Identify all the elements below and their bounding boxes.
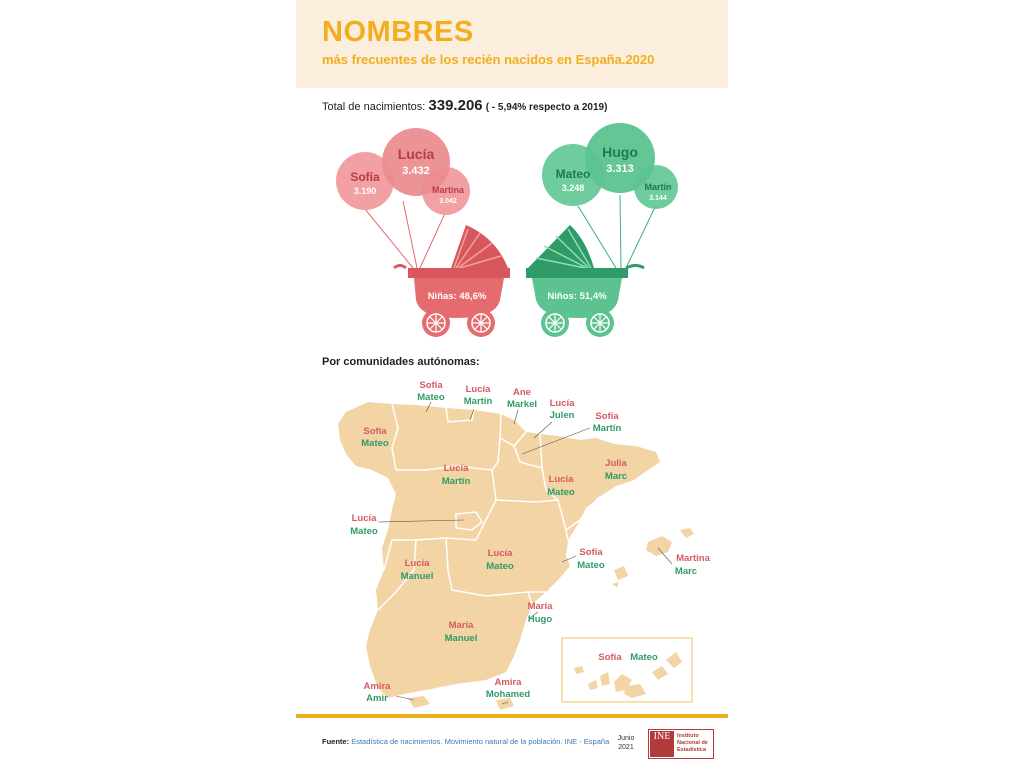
cantabria-girl: Lucía [465,384,491,395]
girls-group [336,128,510,337]
paisvasco-boy: Markel [506,399,538,410]
girls-pram-handle [394,266,406,269]
castillaleon-girl: Lucía [443,463,469,474]
balloon-lucia-name: Lucía [397,146,435,162]
girls-share-label: Niñas: 48,6% [427,291,487,302]
boys-pram-wheel-left [541,309,569,337]
baleares-boy: Marc [674,566,698,577]
ine-logo-mark: INE [650,731,674,757]
girls-pram-rim [408,268,510,278]
ine-logo-text [677,733,708,754]
total-births-value: 339.206 [428,97,483,114]
baleares-girl: Martina [676,553,710,564]
balloon-martina-count: 3.042 [439,198,457,205]
page-title: NOMBRES [322,16,474,48]
larioja-girl: Sofía [595,411,619,422]
valenciana-boy: Mateo [577,560,605,571]
extremadura-boy: Manuel [400,571,434,582]
ceuta-girl: Amira [363,681,391,692]
balloon-mateo-count: 3.248 [561,183,585,193]
ceuta-boy: Amir [366,693,388,704]
balloon-martin-count: 3.144 [649,195,667,202]
ine-logo-line-2: Nacional de [677,740,708,746]
ine-logo-line-3: Estadística [677,747,707,753]
valenciana-girl: Sofía [579,547,603,558]
navarra-boy: Julen [549,410,575,421]
murcia-girl: María [527,601,553,612]
canarias-girl: Sofía [598,652,622,663]
murcia-boy: Hugo [527,614,553,625]
navarra-girl: Lucía [549,398,575,409]
madrid-girl: Lucía [351,513,377,524]
source-text: Estadística de nacimientos. Movimiento natural de la población. INE - España [351,737,610,746]
aragon-boy: Mateo [547,487,575,498]
ceuta-shape [408,696,430,708]
boys-pram-rim [526,268,628,278]
asturias-boy: Mateo [417,392,445,403]
source-note [322,737,609,746]
boys-pram-wheel-right [586,309,614,337]
boys-pram [526,225,644,337]
balloon-sofia-name: Sofía [350,170,380,184]
illustration-canvas [296,0,728,768]
map-section-title: Por comunidades autónomas: [322,356,480,368]
boys-pram-hood [528,225,594,268]
cataluna-boy: Marc [604,471,628,482]
cantabria-boy: Martín [463,396,493,407]
melilla-boy: Mohamed [485,689,531,700]
larioja-boy: Martín [592,423,622,434]
publication-year: 2021 [618,744,634,751]
extremadura-girl: Lucía [404,558,430,569]
total-births-label: Total de nacimientos: [322,101,426,113]
cataluna-girl: Julia [605,458,627,469]
balloon-hugo-name: Hugo [602,144,638,160]
balloon-martina-name: Martina [431,185,465,195]
boys-group [526,123,678,337]
aragon-girl: Lucía [548,474,574,485]
paisvasco-girl: Ane [513,387,531,398]
balloon-sofia-count: 3.190 [353,186,377,196]
castillaleon-boy: Martín [441,476,471,487]
boys-share-label: Niños: 51,4% [547,291,607,302]
melilla-girl: Amira [494,677,522,688]
page-subtitle: más frecuentes de los recién nacidos en España.2020 [322,52,655,67]
boys-pram-handle [626,266,644,269]
canary-islands [574,652,682,698]
castillalamancha-boy: Mateo [486,561,514,572]
balloon-martin-name: Martín [644,182,672,192]
publication-month: Junio [617,735,635,742]
balloon-hugo-count: 3.313 [606,163,634,175]
castillalamancha-girl: Lucía [487,548,513,559]
publication-date [614,734,638,752]
galicia-boy: Mateo [361,438,389,449]
asturias-girl: Sofía [419,380,443,391]
ine-logo [648,729,714,759]
madrid-boy: Mateo [350,526,378,537]
balloon-lucia-count: 3.432 [402,165,430,177]
source-label: Fuente: [322,737,350,746]
ine-logo-line-1: Instituto [677,733,699,739]
girls-pram-wheel-right [467,309,495,337]
balloon-mateo-name: Mateo [555,167,591,181]
footer-divider [296,714,728,718]
andalucia-boy: Manuel [444,633,478,644]
canarias-boy: Mateo [630,652,658,663]
girls-pram-wheel-left [422,309,450,337]
total-births-change: ( - 5,94% respecto a 2019) [485,102,608,113]
spain-map [338,402,694,710]
andalucia-girl: María [448,620,474,631]
galicia-girl: Sofía [363,426,387,437]
infographic [296,0,728,768]
